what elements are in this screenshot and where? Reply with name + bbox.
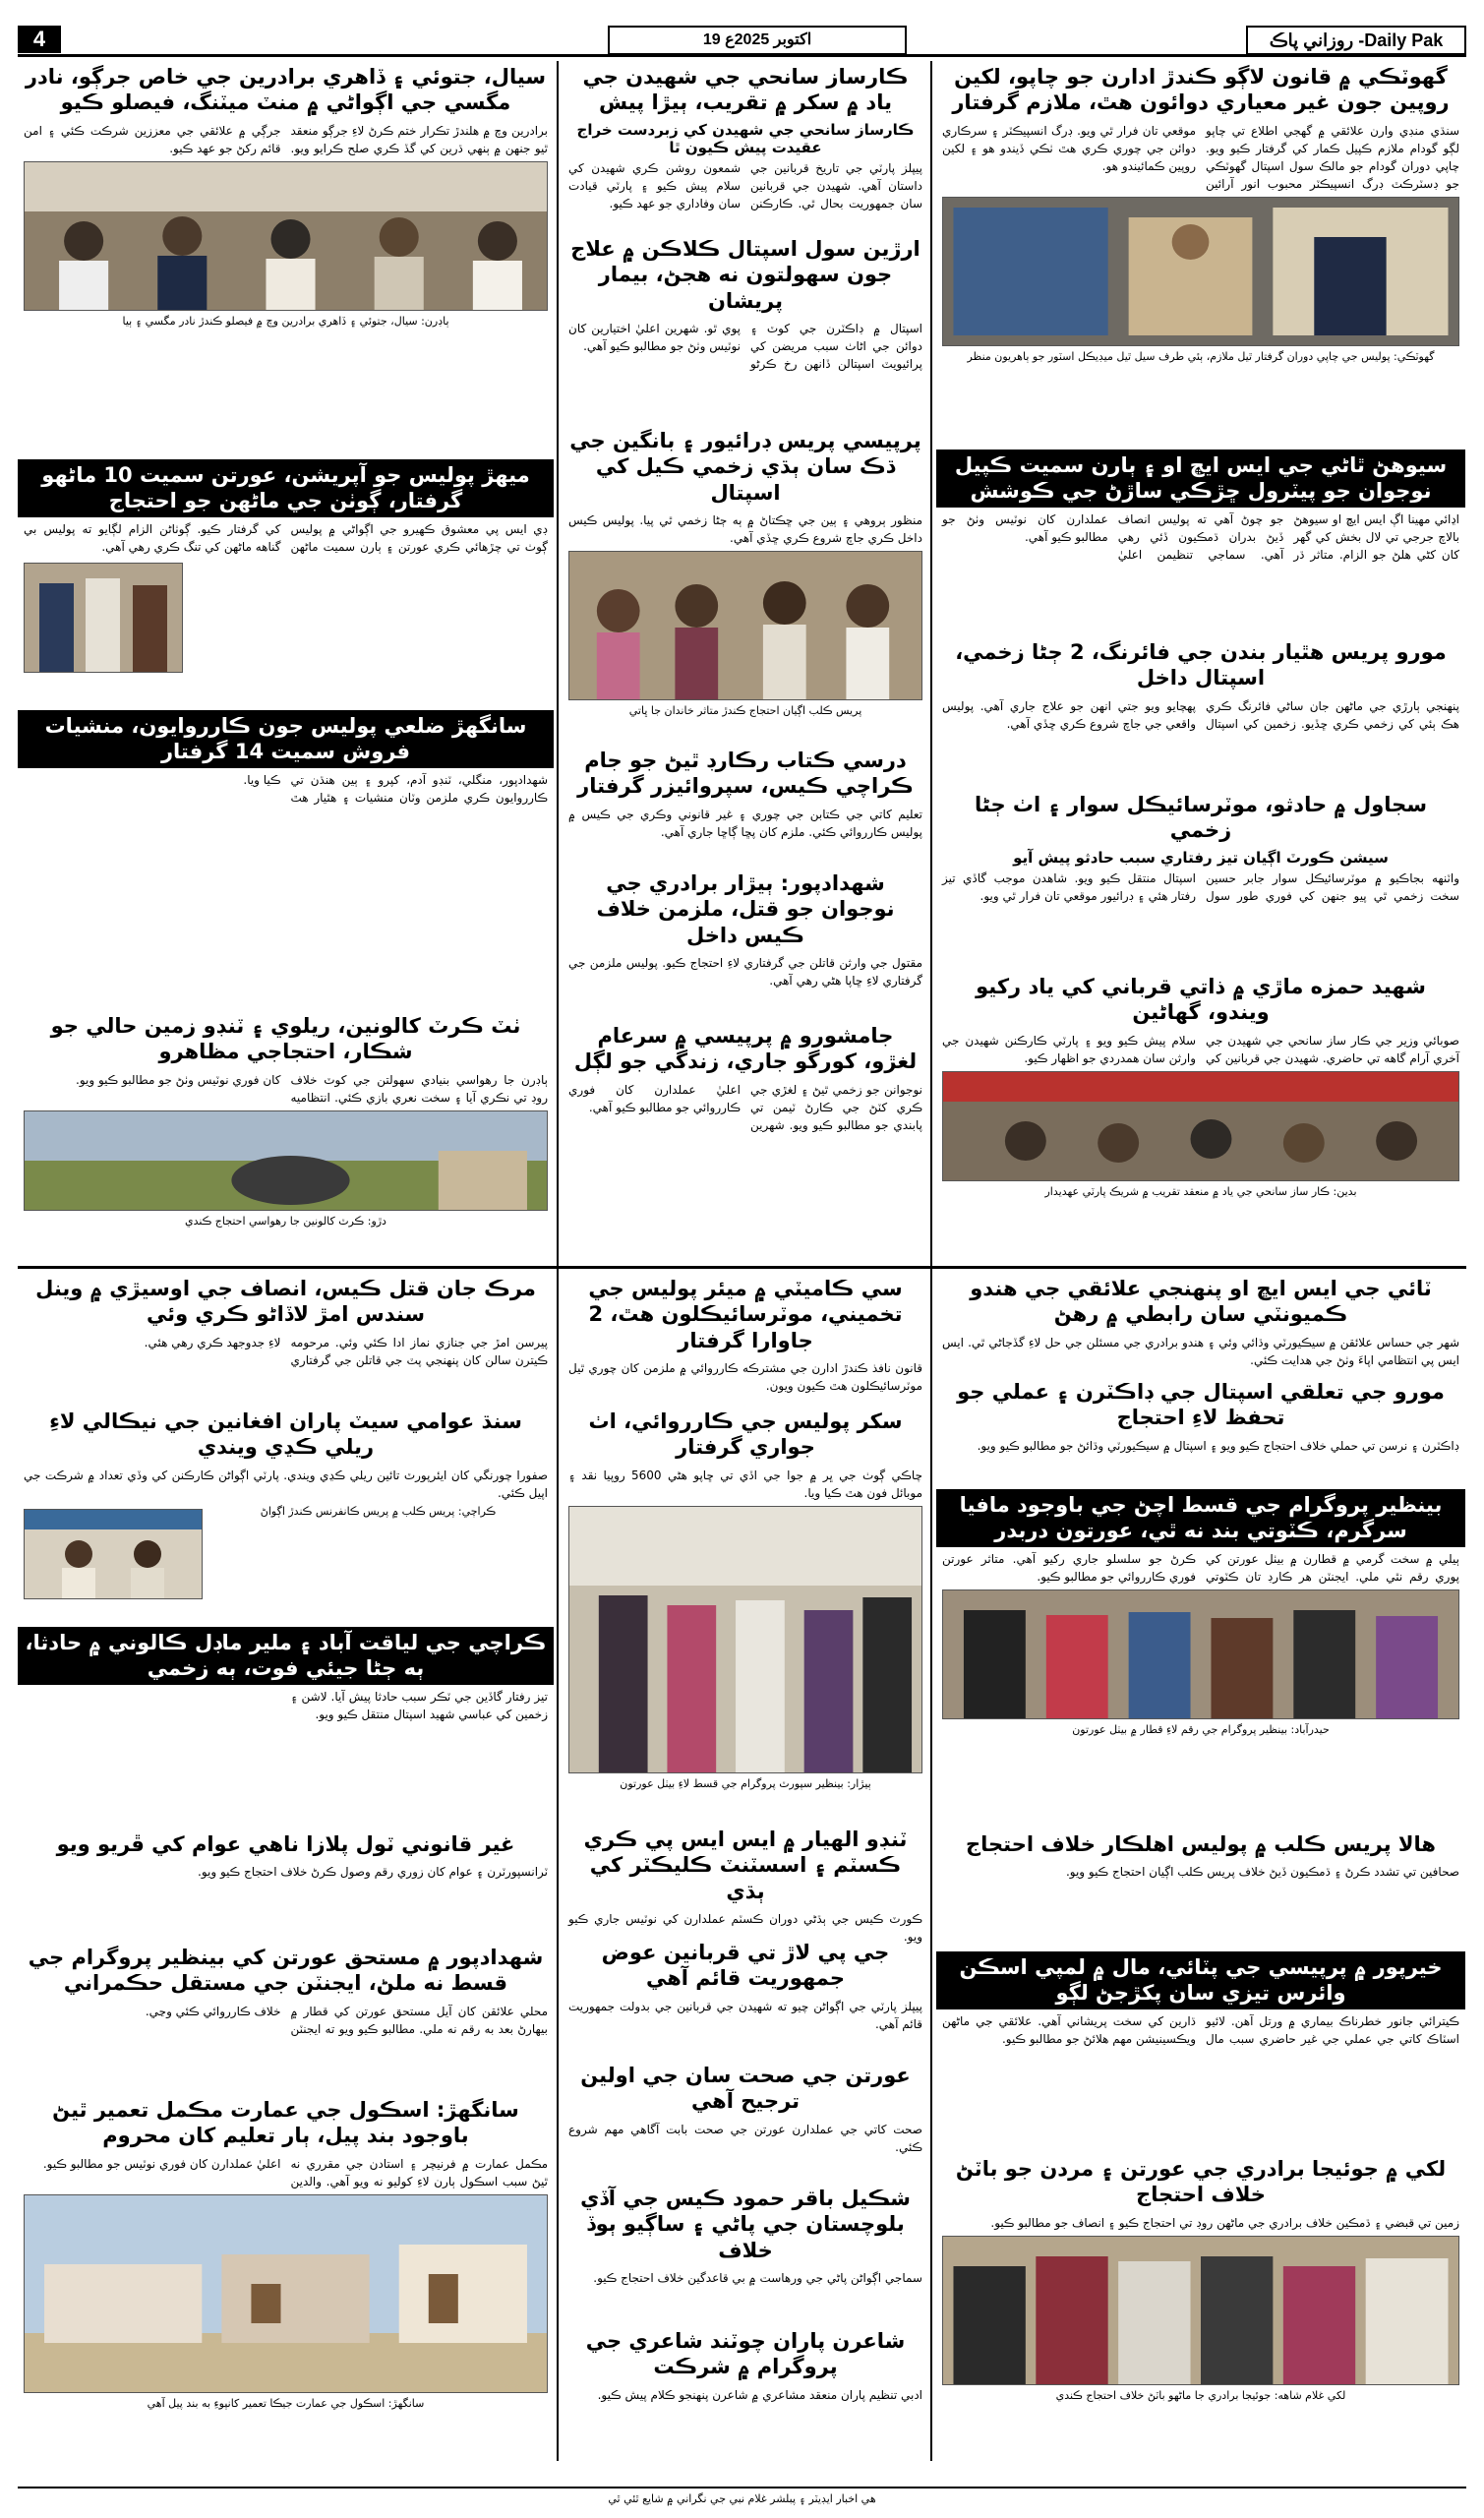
photo-image bbox=[569, 1507, 921, 1772]
story-body: پيپلز پارٽي جي اڳواڻن چيو ته شهيدن جي قربانين جي بدولت جمهوريت قائم آهي. bbox=[568, 1999, 922, 2031]
headline: شهيد حمزه ماڙي ۾ ذاتي قرباني کي ياد رکيو ويندو، گهاڻين bbox=[976, 975, 1426, 1025]
story-body: ٻاڊرن جا رهواسي بنيادي سهولتن جي کوٽ خلاف روڊ تي نڪري آيا ۽ سخت نعري بازي ڪئي. انتظاميه کان فوري نوٽيس وٺڻ جو مطالبو ڪيو ويو. bbox=[76, 1072, 548, 1105]
headline: گهوٽڪي ۾ قانون لاڳو ڪندڙ ادارن جو چاپو، لکين روپين جون غير معياري دوائون هٿ، ملازم گرفتار bbox=[952, 65, 1450, 115]
story-body: پيرسن امڙ جي جنازي نماز ادا ڪئي وئي. مرحومه ڪيترن سالن کان پنهنجي پٽ جي قاتلن جي گرفتاري لاءِ جدوجهد ڪري رهي هئي. bbox=[144, 1335, 548, 1367]
story-body: نوجوانن جو زخمي ٿيڻ ۽ لغڙي جي ڪري کٽڻ جي ڪارڻ ٽيمن تي پابندي جو مطالبو ڪيو ويو. شهرين اعليٰ عملدارن کان فوري ڪارروائي جو مطالبو ڪيو آهي. bbox=[568, 1082, 922, 1132]
news-photo bbox=[568, 551, 922, 700]
story-tai-sho bbox=[936, 1273, 1465, 1371]
news-photo bbox=[24, 563, 183, 673]
imprint-footer: هي اخبار ايڊيٽر ۽ پبلشر غلام نبي جي نگراني ۾ شايع ٿئي ٿي bbox=[18, 2487, 1466, 2512]
headline: ڪراچي جي لياقت آباد ۽ ملير ماڊل ڪالوني ۾ حادثا، ٻه ڄڻا جيئي فوت، ٻه زخمي bbox=[18, 1627, 554, 1685]
story-sanghar-school bbox=[18, 2094, 554, 2458]
story-body: ٽرانسپورٽرن ۽ عوام کان زوري رقم وصول ڪرڻ خلاف احتجاج ڪيو ويو. bbox=[198, 1865, 548, 1880]
photo-image bbox=[25, 1111, 547, 1210]
news-photo bbox=[24, 1509, 203, 1599]
photo-caption: ڪراچي: پريس ڪلب ۾ پريس ڪانفرنس ڪندڙ اڳواڻ bbox=[260, 1504, 497, 1518]
story-jamshoro-kite bbox=[563, 1020, 928, 1236]
column-divider bbox=[930, 61, 932, 2461]
headline: غير قانوني ٽول پلازا ناهي عوام کي ڦريو ويو bbox=[56, 1832, 515, 1856]
story-gamblers-arrested bbox=[563, 1406, 928, 1819]
headline: سانگهڙ ضلعي پوليس جون ڪارروايون، منشيات فروش سميت 14 گرفتار bbox=[18, 710, 554, 768]
story-moro-hospital bbox=[936, 1376, 1465, 1484]
headline: ارڙين سول اسپتال ڪلاڪن ۾ علاج جون سهولتون نه هجڻ، بيمار پريشان bbox=[570, 237, 920, 313]
headline: مورو جي تعلقي اسپتال جي ڊاڪٽرن ۽ عملي جو تحفظ لاءِ احتجاج bbox=[957, 1380, 1445, 1430]
story-body: شهر جي حساس علائقن ۾ سيڪيورٽي وڌائي وئي ۽ هندو برادري جي مسئلن جي حل لاءِ گڏجاڻي ٿي. ايس ايس پي انتظامي اپاءَ وٺڻ جي هدايت ڪئي. bbox=[942, 1335, 1459, 1367]
story-murk-jan bbox=[18, 1273, 554, 1401]
story-body: سماجي اڳواڻن پاڻي جي ورهاست ۾ بي قاعدگين خلاف احتجاج ڪيو. bbox=[593, 2270, 922, 2285]
headline: سيال، جتوئي ۽ ڏاهري برادرين جي خاص جرڳو، نادر مگسي جي اڳواڻي ۾ منٽ ميٽنگ، فيصلو ڪيو bbox=[25, 65, 547, 115]
headline: ٺٽ ڪرٽ کالونين، ريلوي ۽ ٽنڊو زمين حالي جو شڪار، احتجاجي مظاهرو bbox=[50, 1014, 521, 1064]
story-karachi-accidents bbox=[18, 1627, 554, 1824]
story-jirga bbox=[18, 61, 554, 454]
story-body: چاڪي ڳوٺ جي ڀر ۾ جوا جي اڏي تي ڇاپو هڻي 5600 روپيا نقد ۽ موبائل فون هٿ ڪيا ويا. bbox=[568, 1468, 923, 1500]
headline: پرپيسي پريس ڊرائيور ۽ بانگين جي ڌڪ سان ٻڌي زخمي ڪيل کي اسپتال bbox=[569, 429, 921, 505]
photo-caption: بدين: ڪار ساز سانحي جي ياد ۾ منعقد تقريب ۾ شريڪ پارٽي عهديدار bbox=[1044, 1184, 1357, 1198]
headline: شڪيل باقر حمود ڪيس جي آڏي بلوچستان جي پاڻي ۽ ساڳيو ٻوڏ خلاف bbox=[580, 2187, 911, 2262]
story-bikes-recovered bbox=[563, 1273, 928, 1401]
story-women-health bbox=[563, 2060, 928, 2178]
headline: شهدادپور ۾ مستحق عورتن کي بينظير پروگرام جي قسط نه ملڻ، ايجنٽن جي مستقل حڪمراني bbox=[28, 1946, 544, 1996]
story-customs bbox=[563, 1824, 928, 1944]
photo-caption: ٻاڊرن: سيال، جتوئي ۽ ڏاهري برادرين وچ ۾ فيصلو ڪندڙ نادر مگسي ۽ ٻيا bbox=[122, 314, 449, 328]
story-kurt-colony bbox=[18, 1010, 554, 1256]
issue-date: 19 اکتوبر 2025ع bbox=[608, 26, 907, 55]
news-photo bbox=[942, 1071, 1459, 1181]
photo-caption: پريس ڪلب اڳيان احتجاج ڪندڙ متاثر خاندان جا ڀاتي bbox=[628, 703, 862, 717]
story-textbook-case bbox=[563, 745, 928, 863]
headline: سجاول ۾ حادثو، موٽرسائيڪل سوار ۽ اٺ ڄڻا زخمي bbox=[975, 793, 1427, 843]
story-body: پيپلز پارٽي جي تاريخ قربانين جي داستان آهي. شهيدن جي قربانين سان جمهوريت بحال ٿي. ڪارڪنن شمعون روشن ڪري شهيدن کي سلام پيش ڪيو ۽ پارٽي قيادت سان وفاداري جو عهد ڪيو. bbox=[568, 160, 922, 210]
right-column bbox=[936, 61, 1465, 2461]
headline: لکي ۾ جوئيجا برادري جي عورتن ۽ مردن جو باٽڻ خلاف احتجاج bbox=[955, 2157, 1447, 2207]
story-hala-press bbox=[936, 1829, 1465, 1947]
photo-image bbox=[25, 162, 547, 310]
story-body: ڊي ايس پي معشوق ڪهيرو جي اڳواڻي ۾ پوليس ڳوٺ تي چڙهائي ڪري عورتن ۽ ٻارن سميت ماڻهن کي گرفتار ڪيو. ڳوٺاڻن الزام لڳايو ته پوليس بي گناهه ماڻهن کي تنگ ڪري رهي آهي. bbox=[24, 521, 548, 554]
story-sujawal-accident bbox=[936, 789, 1465, 966]
story-body: زمين تي قبضي ۽ ڌمڪين خلاف برادري جي ماڻهن روڊ تي احتجاج ڪيو ۽ انصاف جو مطالبو ڪيو. bbox=[990, 2215, 1459, 2230]
story-body: اسپتال ۾ ڊاڪٽرن جي کوٽ ۽ دوائن جي اڻاٺ سبب مريضن کي پرائيويٽ اسپتالن ڏانهن رخ ڪرڻو پوي ٿو. شهرين اعليٰ اختيارين کان نوٽيس وٺڻ جو مطالبو ڪيو آهي. bbox=[568, 321, 922, 371]
story-shahdadpur-murder bbox=[563, 868, 928, 1015]
headline: سانگهڙ: اسڪول جي عمارت مڪمل تعمير ٿيڻ باوجود بند پيل، ٻار تعليم کان محروم bbox=[52, 2098, 519, 2148]
headline: سنڌ عوامي سيٽ پاران افغانين جي نيڪالي لاءِ ريلي ڪڍي ويندي bbox=[49, 1409, 522, 1460]
story-shaheed-tribute bbox=[936, 971, 1465, 1266]
middle-column bbox=[563, 61, 928, 2461]
left-column bbox=[18, 61, 554, 2461]
subheadline: ڪارساز سانحي جي شهيدن کي زبردست خراج عقيدت پيش ڪيون ٿا bbox=[576, 120, 915, 156]
photo-image bbox=[25, 564, 182, 672]
story-shahdadpur-bisp bbox=[18, 1942, 554, 2089]
story-body: تيز رفتار گاڏين جي ٽڪر سبب حادثا پيش آيا. لاشن ۽ زخمين کي عباسي شهيد اسپتال منتقل ڪيو ويو. bbox=[290, 1689, 548, 1721]
headline: عورتن جي صحت سان جي اولين ترجيح آهي bbox=[580, 2064, 911, 2114]
photo-image bbox=[943, 2237, 1458, 2384]
news-photo bbox=[24, 161, 548, 311]
story-body: ڪورٽ ڪيس جي ٻڌڻي دوران ڪسٽم عملدارن کي نوٽيس جاري ڪيو ويو. bbox=[568, 1911, 922, 1944]
story-body: مڪمل عمارت ۾ فرنيچر ۽ استادن جي مقرري نه ٿيڻ سبب اسڪول ٻارن لاءِ کوليو نه ويو آهي. والدين اعليٰ عملدارن کان فوري نوٽيس جو مطالبو ڪيو. bbox=[42, 2156, 548, 2188]
story-bisp-mafia bbox=[936, 1489, 1465, 1824]
masthead-rule bbox=[18, 54, 1466, 57]
story-body: ڊاڪٽرن ۽ نرسن تي حملي خلاف احتجاج ڪيو ويو ۽ اسپتال ۾ سيڪيورٽي وڌائڻ جو مطالبو ڪيو ويو. bbox=[977, 1438, 1459, 1453]
story-body: صوبائي وزير جي ڪار ساز سانحي جي شهيدن جي آخري آرام گاهه تي حاضري. شهيدن جي قربانين کي سلام پيش ڪيو ويو ۽ پارٽي ڪارڪنن شهيدن جي وارثن سان همدردي جو اظهار ڪيو. bbox=[942, 1033, 1459, 1065]
headline: شاعرن پاران چوٽند شاعري جي پروگرام ۾ شرڪت bbox=[585, 2329, 906, 2379]
headline: ميهڙ پوليس جو آپريشن، عورتن سميت 10 ماڻهو گرفتار، ڳوٺن جي ماڻهن جو احتجاج bbox=[18, 459, 554, 517]
story-mehar-operation bbox=[18, 459, 554, 705]
headline: جي پي لاڙ تي قربانين عوض جمهوريت قائم آهي bbox=[601, 1941, 890, 1991]
news-photo bbox=[942, 1589, 1459, 1719]
story-sanghar-police bbox=[18, 710, 554, 1005]
headline: سيوهڻ ٿاڻي جي ايس ايڇ او ۽ ٻارن سميت ڪپيل نوجوان جو پيٽرول ڇڙڪي ساڙڻ جي ڪوشش bbox=[936, 450, 1465, 508]
headline: شهدادپور: ٻيڙار برادري جي نوجوان جو قتل، ملزمن خلاف ڪيس داخل bbox=[596, 871, 895, 947]
story-afghan-rally bbox=[18, 1406, 554, 1622]
news-photo bbox=[942, 197, 1459, 346]
story-body: صحت کاتي جي عملدارن عورتن جي صحت بابت آگاهي مهم شروع ڪئي. bbox=[568, 2122, 922, 2154]
story-karsaz-sukkur bbox=[563, 61, 928, 228]
headline: ٽنڊو الهيار ۾ ايس ايس پي ڪري ڪسٽم ۽ اسسٽنٽ ڪليڪٽر کي ٻڌي bbox=[583, 1828, 908, 1903]
story-body: صفورا چورنگي کان ايئرپورٽ تائين ريلي ڪڍي ويندي. پارٽي اڳواڻن ڪارڪنن کي وڏي تعداد ۾ شرڪت جي اپيل ڪئي. bbox=[24, 1468, 548, 1500]
column-divider bbox=[557, 61, 559, 2461]
story-body: قانون نافذ ڪندڙ ادارن جي مشترڪه ڪارروائي ۾ ملزمن کان چوري ٿيل موٽرسائيڪلون هٿ ڪيون ويون. bbox=[568, 1360, 922, 1393]
headline: ٽائي جي ايس ايڇ او پنهنجي علائقي جي هندو ڪميونٽي سان رابطي ۾ رهڻ bbox=[970, 1277, 1432, 1327]
story-sehwan bbox=[936, 450, 1465, 631]
story-body: صحافين تي تشدد ڪرڻ ۽ ڌمڪيون ڏيڻ خلاف پريس ڪلب اڳيان احتجاج ڪيو ويو. bbox=[1065, 1865, 1459, 1880]
story-body: منظور ٻروهي ۽ ٻين جي ڇڪتاڻ ۾ ٻه ڄڻا زخمي ٿي پيا. پوليس ڪيس داخل ڪري جاچ شروع ڪري ڇڏي آهي. bbox=[568, 512, 922, 545]
headline: جامشورو ۾ پرپيسي ۾ سرعام لغڙو، کورگو جاري، زندگي جو لڳل bbox=[573, 1024, 918, 1074]
photo-caption: گهوٽڪي: پوليس جي چاپي دوران گرفتار ٿيل ملازم، ٻئي طرف سيل ٿيل ميڊيڪل اسٽور جو ٻاهريون منظر bbox=[967, 349, 1435, 363]
story-body: ڪيترائي جانور خطرناڪ بيماري ۾ ورتل آهن. لائيو اسٽاڪ کاتي جي عملي جي غير حاضري سبب مال ڌارين کي سخت پريشاني آهي. علائقي جي ماڻهن ويڪسينيشن مهم هلائڻ جو مطالبو ڪيو. bbox=[942, 2013, 1459, 2046]
story-body: محلي علائقن کان آيل مستحق عورتن کي قطار ۾ بيهارڻ بعد به رقم نه ملي. مطالبو ڪيو ويو ته ايجنٽن خلاف ڪارروائي ڪئي وڃي. bbox=[145, 2004, 548, 2036]
photo-image bbox=[569, 552, 921, 699]
photo-caption: حيدرآباد: بينظير پروگرام جي رقم لاءِ قطار ۾ بيٺل عورتون bbox=[1072, 1722, 1330, 1736]
story-lakki-protest bbox=[936, 2153, 1465, 2458]
photo-image bbox=[25, 1510, 202, 1598]
headline: مورو پريس هٿيار بندن جي فائرنگ، 2 ڄڻا زخمي، اسپتال داخل bbox=[955, 640, 1447, 690]
story-lumpy-virus bbox=[936, 1951, 1465, 2148]
story-democracy-sacrifice bbox=[563, 1937, 928, 2055]
headline: خيرپور ۾ پرپيسي جي پٽائي، مال ۾ لمپي اسڪن وائرس تيزي سان پکڙجڻ لڳو bbox=[936, 1951, 1465, 2009]
story-body: پنهنجي ٻارڙي جي ماڻهن جان ساڻي فائرنگ ڪري هڪ ٻئي کي زخمي ڪري ڇڏيو. زخمين کي اسپتال پهچايو ويو جتي انهن جو علاج جاري آهي. پوليس واقعي جي جاچ شروع ڪري ڇڏي آهي. bbox=[942, 698, 1459, 731]
news-photo bbox=[568, 1506, 922, 1773]
story-body: واٽنهه بجاڪيو ۾ موٽرسائيڪل سوار جابر حسين سخت زخمي ٿي پيو جنهن کي فوري طور سول اسپتال منتقل ڪيو ويو. شاهدن موجب گاڏي تيز رفتار هئي ۽ ڊرائيور موقعي تان فرار ٿي ويو. bbox=[942, 870, 1459, 903]
headline: سکر پوليس جي ڪارروائي، اٺ جواري گرفتار bbox=[588, 1409, 903, 1460]
headline: بينظير پروگرام جي قسط اچڻ جي باوجود مافيا سرگرم، ڪٽوتي بند نه ٿي، عورتون دربدر bbox=[936, 1489, 1465, 1547]
story-body: ادبي تنظيم پاران منعقد مشاعري ۾ شاعرن پنهنجو ڪلام پيش ڪيو. bbox=[597, 2387, 922, 2402]
photo-caption: لکي غلام شاهه: جوئيجا برادري جا ماڻهو باٽڻ خلاف احتجاج ڪندي bbox=[1055, 2388, 1346, 2402]
story-water-protest bbox=[563, 2183, 928, 2320]
news-photo bbox=[24, 1110, 548, 1211]
story-body: ٻيلي ۾ سخت گرمي ۾ قطارن ۾ بيٺل عورتن کي پوري رقم نٿي ملي. ايجنٽن هر ڪارڊ تان ڪٽوتي ڪرڻ جو سلسلو جاري رکيو آهي. متاثر عورتن فوري ڪارروائي جو مطالبو ڪيو. bbox=[942, 1551, 1459, 1584]
story-driver-injured bbox=[563, 425, 928, 740]
story-civil-hospital bbox=[563, 233, 928, 420]
story-illegal-toll bbox=[18, 1829, 554, 1937]
photo-caption: دڙو: ڪرٽ کالونين جا رهواسي احتجاج ڪندي bbox=[185, 1214, 386, 1228]
story-body: برادرين وچ ۾ هلندڙ تڪرار ختم ڪرڻ لاءِ جرڳو منعقد ٿيو جنهن ۾ ٻنهي ڌرين کي گڏ ڪري صلح ڪرايو ويو. جرڳي ۾ علائقي جي معززين شرڪت ڪئي ۽ امن قائم رکڻ جو عهد ڪيو. bbox=[24, 123, 548, 155]
newspaper-brand: روزاني پاڪ -Daily Pak bbox=[1246, 26, 1466, 55]
photo-image bbox=[943, 198, 1458, 345]
headline: ڪارساز سانحي جي شهيدن جي ياد ۾ سکر ۾ تقريب، ٻيڙا پيش bbox=[582, 65, 909, 115]
headline: مرڪ جان قتل ڪيس، انصاف جي اوسيڙي ۾ وينل سندس امڙ لاڏاڻو ڪري وئي bbox=[35, 1277, 536, 1327]
masthead bbox=[18, 24, 1466, 55]
news-photo bbox=[24, 2194, 548, 2393]
story-body: مقتول جي وارثن قاتلن جي گرفتاري لاءِ احتجاج ڪيو. پوليس ملزمن جي گرفتاري لاءِ ڇاپا هڻي رهي آهي. bbox=[568, 955, 922, 988]
photo-caption: ٻيڙار: بينظير سپورٽ پروگرام جي قسط لاءِ بيٺل عورتون bbox=[620, 1776, 871, 1790]
story-moro-firing bbox=[936, 636, 1465, 784]
headline: درسي ڪتاب رڪارڊ ٿيڻ جو جام ڪراچي ڪيس، سپروائيزر گرفتار bbox=[577, 749, 914, 799]
photo-image bbox=[943, 1072, 1458, 1180]
photo-image bbox=[25, 2195, 547, 2392]
story-body: اڍائي مهينا اڳ ايس ايڇ او سيوهڻ بالاچ جرجي تي لال بخش کي گهر کان کڻي هلڻ جو الزام. متاثر ڌر جو چوڻ آهي ته پوليس انصاف ڏيڻ بدران ڌمڪيون ڏئي رهي آهي. سماجي تنظيمن اعليٰ عملدارن کان نوٽيس وٺڻ جو مطالبو ڪيو آهي. bbox=[942, 511, 1459, 562]
headline: هالا پريس ڪلب ۾ پوليس اهلڪار خلاف احتجاج bbox=[965, 1832, 1436, 1856]
page-number: 4 bbox=[18, 26, 61, 53]
story-poetry-event bbox=[563, 2325, 928, 2453]
story-body: تعليم کاتي جي ڪتابن جي چوري ۽ غير قانوني وڪري جي ڪيس ۾ پوليس ڪارروائي ڪئي. ملزم کان پڇا ڳاڇا جاري آهي. bbox=[568, 807, 922, 839]
story-body: سنڌي منڊي وارن علائقي ۾ گهجي اطلاع تي چاپو لڳو گودام ملازم ڪپيل ڪمار کي گرفتار ڪيو ويو. چاپي دوران گودام جو مالڪ سول اسپتال گهوٽڪي جو ڊسٽرڪٽ ڊرگ انسپيڪٽر محبوب انور آرائين موقعي تان فرار ٿي ويو. ڊرگ انسپيڪٽر ۽ سرڪاري دوائن جي چوري ڪري هٿ ٺڪي ڏيندو هو ۽ لکين روپين ڪمائيندو هو. bbox=[942, 123, 1459, 191]
story-gotki-raid bbox=[936, 61, 1465, 445]
story-body: شهدادپور، منگلي، ٽنڊو آدم، کپرو ۽ ٻين هنڌن تي ڪارروايون ڪري ملزمن وٽان منشيات ۽ هٿيار هٿ ڪيا ويا. bbox=[243, 772, 548, 805]
photo-caption: سانگهڙ: اسڪول جي عمارت جيڪا تعمير کانپوءِ به بند پيل آهي bbox=[147, 2396, 425, 2410]
subheadline: سيشن ڪورٽ اڳيان تيز رفتاري سبب حادثو پيش آيو bbox=[1013, 848, 1389, 867]
photo-image bbox=[943, 1590, 1458, 1718]
news-photo bbox=[942, 2236, 1459, 2385]
headline: سي ڪاميٽي ۾ ميئر پوليس جي تخميني، موٽرسائيڪلون هٿ، 2 جاوارا گرفتار bbox=[588, 1277, 903, 1352]
